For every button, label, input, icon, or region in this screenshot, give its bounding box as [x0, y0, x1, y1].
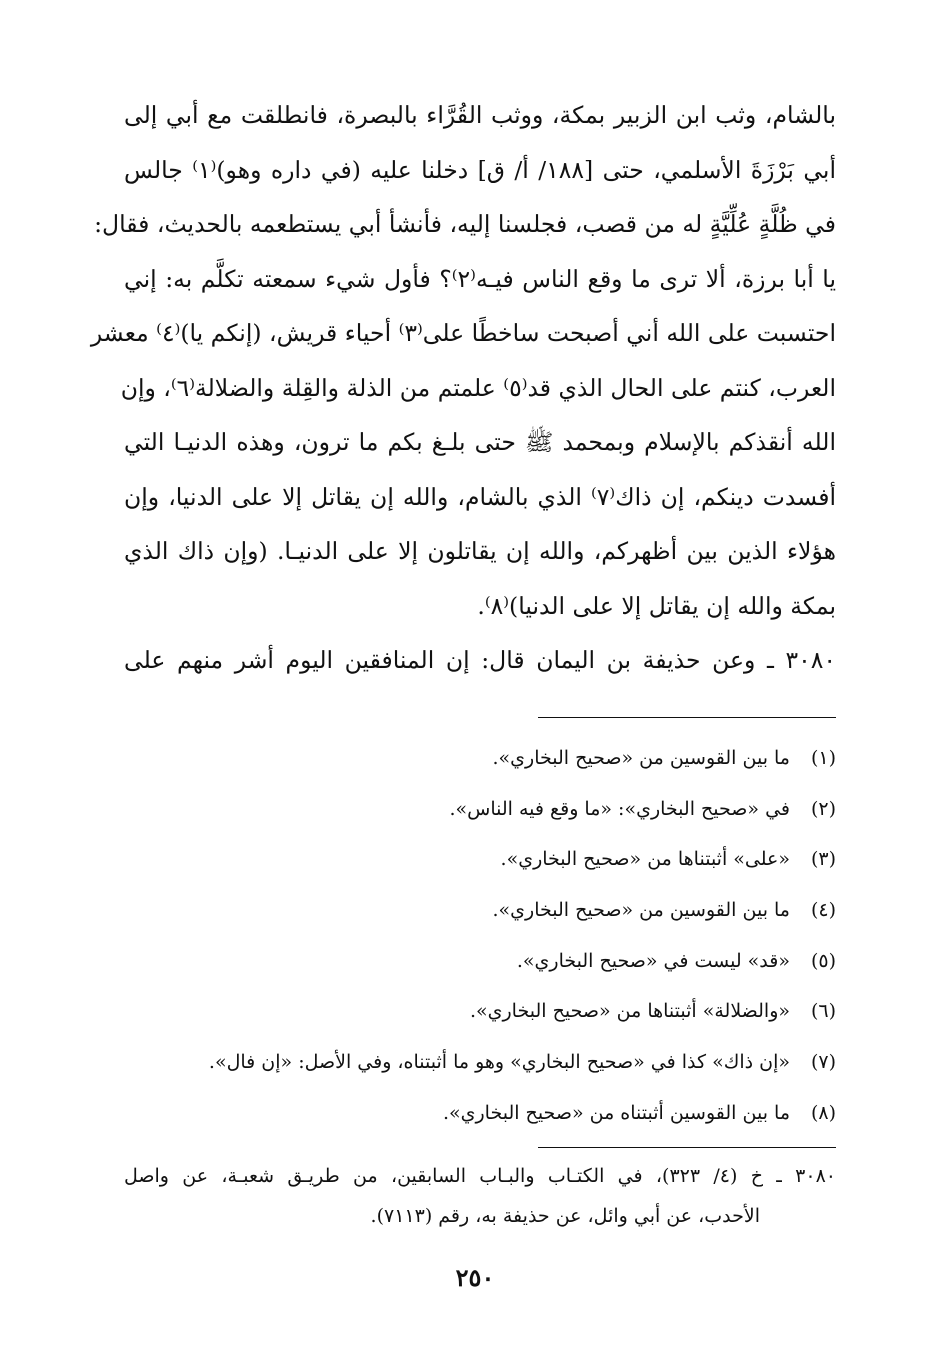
footnote-number: (٢) — [810, 797, 836, 820]
text-line: أفسدت دينكم، إن ذاك⁽٧⁾ الذي بالشام، والله إن يقاتل إلا على الدنيا، وإن — [124, 482, 836, 511]
footnote — [124, 733, 836, 784]
footnote-number: (٨) — [810, 1101, 836, 1124]
text-line: احتسبت على الله أني أصبحت ساخطًا على⁽٣⁾ أحياء قريش، (إنكم يا)⁽٤⁾ معشر — [90, 319, 836, 347]
source-divider — [538, 1147, 836, 1148]
text-line: بالشام، وثب ابن الزبير بمكة، ووثب القُرَّاء بالبصرة، فانطلقت مع أبي إلى — [124, 101, 836, 129]
main-text — [90, 88, 836, 688]
text-line: في ظُلَّةٍ عُلِّيَّةٍ له من قصب، فجلسنا إليه، فأنشأ أبي يستطعمه بالحديث، فقال: — [94, 210, 836, 238]
footnote-number: (٥) — [810, 949, 836, 972]
footnote — [124, 885, 836, 936]
footnote — [124, 784, 836, 835]
footnote-text: «قد» ليست في «صحيح البخاري». — [516, 949, 790, 972]
footnote-text: ما بين القوسين أثبتناه من «صحيح البخاري». — [442, 1101, 790, 1124]
footnote-text: في «صحيح البخاري»: «ما وقع فيه الناس». — [449, 797, 790, 820]
footnote — [124, 1037, 836, 1088]
source-note — [124, 1156, 836, 1236]
footnote-text: ما بين القوسين من «صحيح البخاري». — [492, 899, 790, 922]
text-line: يا أبا برزة، ألا ترى ما وقع الناس فيـه⁽٢⁾؟ فأول شيء سمعته تكلَّم به: إني — [124, 264, 836, 293]
footnotes-divider — [538, 717, 836, 718]
footnote-text: «والضلالة» أثبتناها من «صحيح البخاري». — [469, 1000, 790, 1023]
footnote-text: ما بين القوسين من «صحيح البخاري». — [492, 747, 790, 769]
footnote-number: (٦) — [810, 1000, 836, 1023]
footnote-text: «على» أثبتناها من «صحيح البخاري». — [500, 848, 790, 871]
source-line: الأحدب، عن أبي وائل، عن حذيفة به، رقم (٧١١٣). — [370, 1205, 760, 1227]
footnote-text: «إن ذاك» كذا في «صحيح البخاري» وهو ما أثبتناه، وفي الأصل: «إن فال». — [208, 1051, 790, 1074]
footnotes-list — [124, 733, 836, 1139]
footnote — [124, 1088, 836, 1139]
hadith-line: ٣٠٨٠ ـ وعن حذيفة بن اليمان قال: إن المنافقين اليوم أشر منهم على — [124, 646, 836, 674]
footnote-number: (١) — [810, 747, 836, 769]
page-number: ٢٥٠ — [455, 1263, 495, 1292]
footnote-number: (٣) — [810, 848, 836, 871]
text-line: هؤلاء الذين بين أظهركم، والله إن يقاتلون إلا على الدنيـا. (وإن ذاك الذي — [124, 537, 836, 565]
footnote-number: (٧) — [810, 1051, 836, 1074]
footnote — [124, 936, 836, 987]
text-line: بمكة والله إن يقاتل إلا على الدنيا)⁽٨⁾. — [477, 591, 836, 620]
source-line: ٣٠٨٠ ـ خ (٤/ ٣٢٣)، في الكتـاب والبـاب السابقين، من طريـق شعبـة، عن واصل — [124, 1165, 836, 1187]
text-line: العرب، كنتم على الحال الذي قد⁽٥⁾ علمتم من الذلة والقِلة والضلالة⁽٦⁾، وإن — [120, 373, 836, 402]
text-line: الله أنقذكم بالإسلام وبمحمد ﷺ حتى بلـغ بكم ما ترون، وهذه الدنيـا التي — [124, 428, 836, 456]
footnote — [124, 986, 836, 1037]
footnote-number: (٤) — [810, 899, 836, 922]
text-line: أبي بَرْزَةَ الأسلمي، حتى [١٨٨/ أ/ ق] دخلنا عليه (في داره وهو)⁽١⁾ جالس — [124, 155, 836, 184]
footnote — [124, 834, 836, 885]
